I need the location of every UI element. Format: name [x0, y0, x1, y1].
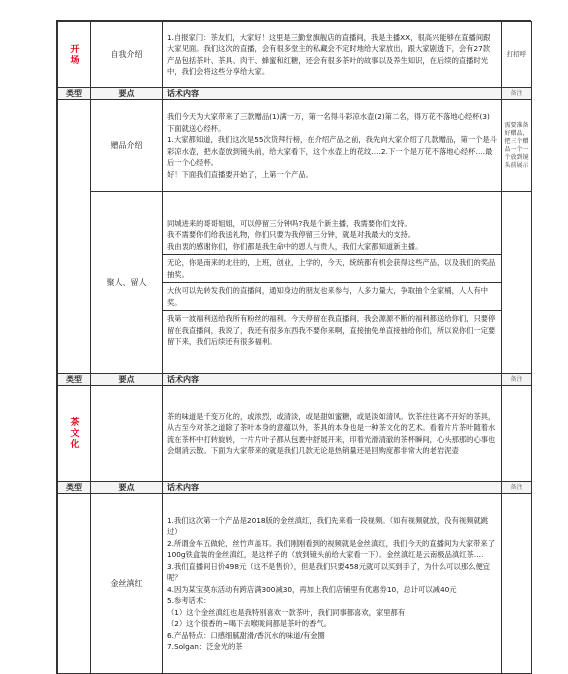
header-point: 要点: [91, 88, 163, 100]
retain-row: [58, 192, 532, 374]
header-content: 话术内容: [163, 482, 502, 494]
section-label-empty: [58, 100, 91, 374]
script-product: [163, 494, 502, 674]
point-product: 金丝滇红: [91, 494, 163, 674]
script-sheet: [56, 20, 531, 674]
culture-row: [58, 386, 532, 482]
point-self-intro: 自我介绍: [91, 22, 163, 88]
header-row-3: [58, 482, 532, 494]
point-gift-intro: 赠品介绍: [91, 100, 163, 192]
section-label-opening: 开场: [58, 22, 91, 88]
note-culture: [502, 386, 532, 482]
gift-row: [58, 100, 532, 192]
header-note: 备注: [502, 482, 532, 494]
header-content: 话术内容: [163, 88, 502, 100]
retain-block-4: 我第一波福利送给我所有粉丝的福利。今天停留在我直播间，我会源源不断的福利都送给你们，只要停留在我直播间，我说了，我还有很多东西我不要你来啊，直接抽免单直接抽给你们，所以说你们一定要留下来，我们后续还有很多福利。: [163, 310, 501, 350]
header-note: 备注: [502, 88, 532, 100]
product-row: [58, 494, 532, 674]
opening-row: [58, 22, 532, 88]
header-point: 要点: [91, 482, 163, 494]
section-label-culture: 茶文化: [58, 386, 91, 482]
livestream-script-table: [57, 21, 532, 674]
script-opening-text: 1.自报家门：茶友们，大家好！这里是三勤堂旗舰店的直播间，我是主播XX，很高兴能够在直播间跟大家见面。我们这次的直播，会有很多堂主的私藏会不定时地给大家放出，跟大家剧透下，会有27款产品包括茶叶、茶具、肉干、蜂蜜和红糖，还会有很多茶叶的故事以及养生知识，在后续的直播时光中，我们会将这些分享给大家。: [167, 32, 491, 76]
script-opening: [163, 22, 502, 88]
note-product: [502, 494, 532, 674]
script-product-text: 1.我们这次第一个产品是2018版的金丝滇红，我们先来看一段视频。（如有视频就放，没有视频就跳过） 2.所谓金车五做轮，丝竹声盖耳。我们刚刚看到的视频就是金丝滇红，我们今天的直播间为大家带来了100g铁盒装的金丝滇红，是这样子的（放到镜头前给大家看一下）。金丝滇红是云南极品滇红茶…. 3.我们直播间日价498元（这不是售价），但是我们只要458元就可以买到手了，为什么可以那么便宜呢？ 4.因为某宝莫东活动有跨店满300减30，再加上我们店铺里有优惠券10，总计可以减40元 5.参考话术： （1）这个金丝滇红也是我特别喜欢一款茶叶，我们同事都喜欢，家里都有 （2）这个很香的~喝下去喉咙间都是茶叶的香气。 6.产品特点：口感细腻甜滑/香沉水的味道/有金圈 7.Solgan：泛金光的茶: [167, 515, 496, 651]
header-row-2: [58, 374, 532, 386]
header-row-1: [58, 88, 532, 100]
script-gift: [163, 100, 502, 192]
note-retain: [502, 192, 532, 374]
header-type: 类型: [58, 88, 91, 100]
note-gift: 需要准备好赠品，把三个赠品一个一个放到镜头前展示: [502, 100, 532, 192]
header-type: 类型: [58, 374, 91, 386]
point-retain: 聚人、留人: [91, 192, 163, 374]
header-note: 备注: [502, 374, 532, 386]
header-type: 类型: [58, 482, 91, 494]
script-gift-text: 我们今天为大家带来了三款赠品(1)满一万，第一名得斗彩凉水壶(2)第二名，得万花不落地心经杯(3)下面就送心经杯。 1.大家都知道，我们这次是55次货拜行榜，在介绍产品之前，我先向大家介绍了几款赠品，第一个是斗彩凉水壶，把水壶放到镜头前，给大家看下，这个水壶上的花纹….2.下一个是万花不落地心经杯….最后一个心经杯。 好！下面我们直播要开始了，上第一个产品。: [167, 112, 498, 179]
header-content: 话术内容: [163, 374, 502, 386]
point-culture: [91, 386, 163, 482]
retain-block-3: 大伙可以先转发我们的直播间，通知身边的朋友也来参与，人多力量大，争取抽个全家桶，人人有中奖。: [163, 282, 501, 310]
retain-block-1: 同城进来的哥哥姐姐，可以停留三分钟吗?我是个新主播，我需要你们支持。 我不需要你们给我送礼物，你们只要为我停留三分钟，就是对我最大的支持。 我由衷的感谢你们，你们都是我生命中的恩人与贵人，我们大家都知道新主播。: [167, 218, 423, 251]
script-retain: [163, 192, 502, 374]
script-culture-text: 茶的味道是千变万化的，或浓烈，或清淡，或是甜如蜜糖，或是淡如清风。饮茶往往离不开好的茶具，从古至今对茶之道除了茶叶本身的意蕴以外，茶具的本身也是一种茶文化的艺术。看着片片茶叶随着水流在茶杯中打转旋转，一片片叶子都从包裹中舒展开来，印着光滑清澈的茶杯瞬间，心头那那的心事也会烟消云散。下面为大家带来的就是我们几款无论是热销量还是回购度都非常大的老岩泥壶: [167, 411, 496, 455]
section-label-product: [58, 494, 91, 674]
script-culture: [163, 386, 502, 482]
note-opening: 打招呼: [502, 22, 532, 88]
header-point: 要点: [91, 374, 163, 386]
retain-block-2: 无论，你是南来的北往的，上班，创业，上学的，今天，统统都有机会获得这些产品，以及我们的奖品抽奖。: [163, 254, 501, 282]
